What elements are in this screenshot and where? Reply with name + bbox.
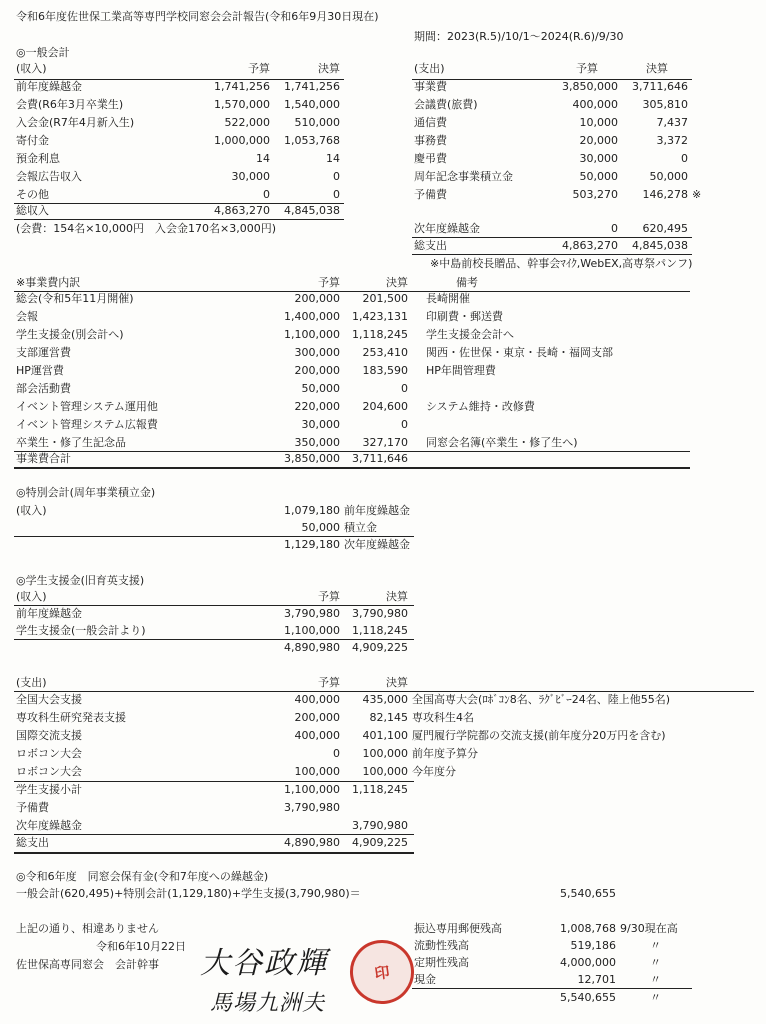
expense-total-budget: 4,863,270 bbox=[562, 239, 618, 252]
support-reserve-name: 予備費 bbox=[16, 801, 49, 814]
expense-row-name: 事務費 bbox=[414, 134, 447, 147]
general-expense-label: (支出) bbox=[414, 62, 445, 75]
expense-row-actual: 7,437 bbox=[656, 116, 688, 129]
income-row-name: 前年度繰越金 bbox=[16, 80, 82, 93]
balance-row-note: 9/30現在高 bbox=[620, 922, 678, 935]
expense-row-name: 事業費 bbox=[414, 80, 447, 93]
expense-row-budget: 50,000 bbox=[579, 170, 618, 183]
business-row-actual: 1,118,245 bbox=[352, 328, 408, 341]
support-income-row-budget: 1,100,000 bbox=[284, 624, 340, 637]
support-expense-row-budget: 400,000 bbox=[294, 729, 340, 742]
expense-row-actual: 50,000 bbox=[649, 170, 688, 183]
report-title: 令和6年度佐世保工業高等専門学校同窓会会計報告(令和6年9月30日現在) bbox=[16, 10, 379, 23]
support-expense-row-name: 専攻科生研究発表支援 bbox=[16, 711, 126, 724]
expense-row-actual: 3,711,646 bbox=[632, 80, 688, 93]
business-row-note: 学生支援金会計へ bbox=[426, 328, 514, 341]
balance-row-name: 定期性残高 bbox=[414, 956, 469, 969]
special-section-title: ◎特別会計(周年事業積立金) bbox=[16, 486, 156, 499]
balance-row-note: 〃 bbox=[650, 956, 661, 969]
support-income-row-name: 学生支援金(一般会計より) bbox=[16, 624, 146, 637]
general-expense-col-budget: 予算 bbox=[576, 62, 598, 75]
holdings-total: 5,540,655 bbox=[560, 887, 616, 900]
business-row-note: 同窓会名簿(卒業生・修了生へ) bbox=[426, 436, 578, 449]
expense-row-actual: 146,278 bbox=[642, 188, 688, 201]
expense-row-actual: 305,810 bbox=[642, 98, 688, 111]
income-row-actual: 510,000 bbox=[294, 116, 340, 129]
support-subtotal-actual: 1,118,245 bbox=[352, 783, 408, 796]
support-expense-row-note: 専攻科生4名 bbox=[412, 711, 474, 724]
support-reserve-budget: 3,790,980 bbox=[284, 801, 340, 814]
support-income-row-actual: 3,790,980 bbox=[352, 607, 408, 620]
support-expense-col-actual: 決算 bbox=[386, 676, 408, 689]
business-row-budget: 220,000 bbox=[294, 400, 340, 413]
income-row-actual: 0 bbox=[333, 188, 340, 201]
expense-row-name: 慶弔費 bbox=[414, 152, 447, 165]
support-income-total-budget: 4,890,980 bbox=[284, 641, 340, 654]
support-income-col-actual: 決算 bbox=[386, 590, 408, 603]
business-row-actual: 0 bbox=[401, 382, 408, 395]
income-row-name: 会費(R6年3月卒業生) bbox=[16, 98, 124, 111]
expense-total-name: 総支出 bbox=[414, 239, 447, 252]
support-expense-row-budget: 100,000 bbox=[294, 765, 340, 778]
support-total-actual: 4,909,225 bbox=[352, 836, 408, 849]
income-row-budget: 14 bbox=[256, 152, 270, 165]
business-row-budget: 300,000 bbox=[294, 346, 340, 359]
business-row-note: システム維持・改修費 bbox=[426, 400, 535, 413]
support-expense-row-note: 今年度分 bbox=[412, 765, 456, 778]
business-total-name: 事業費合計 bbox=[16, 452, 71, 465]
support-expense-row-budget: 400,000 bbox=[294, 693, 340, 706]
balance-row-name: 振込専用郵便残高 bbox=[414, 922, 502, 935]
expense-row-budget: 400,000 bbox=[572, 98, 618, 111]
expense-row-name: 予備費 bbox=[414, 188, 447, 201]
support-expense-row-budget: 0 bbox=[333, 747, 340, 760]
support-subtotal-name: 学生支援小計 bbox=[16, 783, 82, 796]
income-row-budget: 0 bbox=[263, 188, 270, 201]
support-expense-row-name: 国際交流支援 bbox=[16, 729, 82, 742]
income-row-name: 入会金(R7年4月新入生) bbox=[16, 116, 135, 129]
support-expense-label: (支出) bbox=[16, 676, 47, 689]
balance-row-note: 〃 bbox=[650, 973, 661, 986]
business-row-name: 部会活動費 bbox=[16, 382, 71, 395]
special-row-label: 前年度繰越金 bbox=[344, 504, 410, 517]
expense-row-name: 会議費(旅費) bbox=[414, 98, 478, 111]
business-row-budget: 1,400,000 bbox=[284, 310, 340, 323]
balance-row-amount: 1,008,768 bbox=[560, 922, 616, 935]
business-row-actual: 183,590 bbox=[362, 364, 408, 377]
business-row-name: イベント管理システム運用他 bbox=[16, 400, 158, 413]
business-row-budget: 200,000 bbox=[294, 292, 340, 305]
business-row-name: 支部運営費 bbox=[16, 346, 71, 359]
income-row-name: 預金利息 bbox=[16, 152, 60, 165]
red-seal-stamp: 印 bbox=[346, 936, 418, 1008]
income-row-budget: 30,000 bbox=[231, 170, 270, 183]
support-subtotal-budget: 1,100,000 bbox=[284, 783, 340, 796]
special-total-label: 次年度繰越金 bbox=[344, 538, 410, 551]
income-row-name: その他 bbox=[16, 188, 49, 201]
support-income-row-actual: 1,118,245 bbox=[352, 624, 408, 637]
expense-carry-budget: 0 bbox=[611, 222, 618, 235]
expense-row-budget: 30,000 bbox=[579, 152, 618, 165]
business-row-note: HP年間管理費 bbox=[426, 364, 496, 377]
expense-row-budget: 503,270 bbox=[572, 188, 618, 201]
support-income-total-actual: 4,909,225 bbox=[352, 641, 408, 654]
business-row-budget: 350,000 bbox=[294, 436, 340, 449]
general-income-col-budget: 予算 bbox=[248, 62, 270, 75]
support-section-title: ◎学生支援金(旧育英支援) bbox=[16, 574, 145, 587]
support-expense-row-actual: 82,145 bbox=[369, 711, 408, 724]
support-expense-row-note: 全国高専大会(ﾛﾎﾞｺﾝ8名、ﾗｸﾞﾋﾞｰ24名、陸上他55名) bbox=[412, 693, 671, 706]
business-total-actual: 3,711,646 bbox=[352, 452, 408, 465]
business-label: ※事業費内訳 bbox=[16, 276, 81, 289]
business-row-name: 学生支援金(別会計へ) bbox=[16, 328, 124, 341]
general-expense-col-actual: 決算 bbox=[646, 62, 668, 75]
balance-row-amount: 519,186 bbox=[570, 939, 616, 952]
expense-carry-name: 次年度繰越金 bbox=[414, 222, 480, 235]
business-row-budget: 50,000 bbox=[301, 382, 340, 395]
income-note: (会費：154名×10,000円 入会金170名×3,000円) bbox=[16, 222, 276, 235]
holdings-formula: 一般会計(620,495)+特別会計(1,129,180)+学生支援(3,790,980)＝ bbox=[16, 887, 361, 900]
balance-total-note: 〃 bbox=[650, 991, 661, 1004]
signature-treasurer: 大谷政輝 bbox=[200, 946, 328, 981]
income-row-actual: 1,540,000 bbox=[284, 98, 340, 111]
business-col-budget: 予算 bbox=[318, 276, 340, 289]
business-row-name: 卒業生・修了生記念品 bbox=[16, 436, 126, 449]
special-row-amount: 1,079,180 bbox=[284, 504, 340, 517]
balance-row-amount: 12,701 bbox=[577, 973, 616, 986]
support-expense-row-name: 全国大会支援 bbox=[16, 693, 82, 706]
general-income-col-actual: 決算 bbox=[318, 62, 340, 75]
special-row-label: 積立金 bbox=[344, 521, 377, 534]
expense-row-budget: 10,000 bbox=[579, 116, 618, 129]
balance-total-amount: 5,540,655 bbox=[560, 991, 616, 1004]
income-row-budget: 1,570,000 bbox=[214, 98, 270, 111]
closing-line: 上記の通り、相違ありません bbox=[16, 922, 159, 935]
business-row-name: イベント管理システム広報費 bbox=[16, 418, 158, 431]
business-row-actual: 0 bbox=[401, 418, 408, 431]
balance-row-name: 現金 bbox=[414, 973, 436, 986]
support-income-label: (収入) bbox=[16, 590, 47, 603]
business-row-note: 関西・佐世保・東京・長崎・福岡支部 bbox=[426, 346, 613, 359]
business-row-name: 会報 bbox=[16, 310, 38, 323]
business-row-name: 総会(令和5年11月開催) bbox=[16, 292, 134, 305]
general-section-title: ◎一般会計 bbox=[16, 46, 70, 59]
business-row-actual: 204,600 bbox=[362, 400, 408, 413]
support-expense-row-actual: 100,000 bbox=[362, 747, 408, 760]
business-row-actual: 201,500 bbox=[362, 292, 408, 305]
business-row-actual: 327,170 bbox=[362, 436, 408, 449]
expense-total-actual: 4,845,038 bbox=[632, 239, 688, 252]
business-col-note: 備考 bbox=[456, 276, 478, 289]
support-income-row-budget: 3,790,980 bbox=[284, 607, 340, 620]
income-row-name: 寄付金 bbox=[16, 134, 49, 147]
expense-row-actual: 0 bbox=[681, 152, 688, 165]
balance-row-amount: 4,000,000 bbox=[560, 956, 616, 969]
business-row-note: 長崎開催 bbox=[426, 292, 470, 305]
income-row-budget: 1,741,256 bbox=[214, 80, 270, 93]
income-row-actual: 0 bbox=[333, 170, 340, 183]
support-expense-row-actual: 401,100 bbox=[362, 729, 408, 742]
business-total-budget: 3,850,000 bbox=[284, 452, 340, 465]
income-row-actual: 14 bbox=[326, 152, 340, 165]
reserve-note-mark: ※ bbox=[692, 188, 702, 201]
support-expense-row-budget: 200,000 bbox=[294, 711, 340, 724]
balance-row-note: 〃 bbox=[650, 939, 661, 952]
business-row-budget: 200,000 bbox=[294, 364, 340, 377]
closing-org: 佐世保高専同窓会 会計幹事 bbox=[16, 958, 159, 971]
income-total-budget: 4,863,270 bbox=[214, 204, 270, 217]
expense-row-budget: 20,000 bbox=[579, 134, 618, 147]
support-expense-row-actual: 435,000 bbox=[362, 693, 408, 706]
support-income-col-budget: 予算 bbox=[318, 590, 340, 603]
support-expense-row-name: ロボコン大会 bbox=[16, 747, 82, 760]
balance-row-name: 流動性残高 bbox=[414, 939, 469, 952]
income-total-name: 総収入 bbox=[16, 204, 49, 217]
income-row-actual: 1,741,256 bbox=[284, 80, 340, 93]
closing-date: 令和6年10月22日 bbox=[96, 940, 186, 953]
expense-note: ※中島前校長贈品、幹事会ﾏｲｸ,WebEX,高専祭パンフ) bbox=[430, 257, 693, 270]
support-expense-row-note: 厦門履行学院都の交流支援(前年度分20万円を含む) bbox=[412, 729, 666, 742]
support-carry-actual: 3,790,980 bbox=[352, 819, 408, 832]
special-income-label: (収入) bbox=[16, 504, 47, 517]
business-row-note: 印刷費・郵送費 bbox=[426, 310, 503, 323]
expense-row-actual: 3,372 bbox=[656, 134, 688, 147]
business-row-name: HP運営費 bbox=[16, 364, 64, 377]
income-row-name: 会報広告収入 bbox=[16, 170, 82, 183]
business-col-actual: 決算 bbox=[386, 276, 408, 289]
support-income-row-name: 前年度繰越金 bbox=[16, 607, 82, 620]
support-total-budget: 4,890,980 bbox=[284, 836, 340, 849]
business-row-budget: 30,000 bbox=[301, 418, 340, 431]
expense-carry-actual: 620,495 bbox=[642, 222, 688, 235]
holdings-title: ◎令和6年度 同窓会保有金(令和7年度への繰越金) bbox=[16, 870, 269, 883]
business-row-actual: 1,423,131 bbox=[352, 310, 408, 323]
support-expense-col-budget: 予算 bbox=[318, 676, 340, 689]
business-row-actual: 253,410 bbox=[362, 346, 408, 359]
signature-auditor: 馬場九洲夫 bbox=[210, 991, 326, 1016]
expense-row-name: 周年記念事業積立金 bbox=[414, 170, 513, 183]
business-row-budget: 1,100,000 bbox=[284, 328, 340, 341]
expense-row-name: 通信費 bbox=[414, 116, 447, 129]
special-total-amount: 1,129,180 bbox=[284, 538, 340, 551]
general-income-label: (収入) bbox=[16, 62, 47, 75]
income-row-budget: 522,000 bbox=[224, 116, 270, 129]
special-row-amount: 50,000 bbox=[301, 521, 340, 534]
support-expense-row-name: ロボコン大会 bbox=[16, 765, 82, 778]
expense-row-budget: 3,850,000 bbox=[562, 80, 618, 93]
income-row-budget: 1,000,000 bbox=[214, 134, 270, 147]
income-total-actual: 4,845,038 bbox=[284, 204, 340, 217]
income-row-actual: 1,053,768 bbox=[284, 134, 340, 147]
support-total-name: 総支出 bbox=[16, 836, 49, 849]
support-expense-row-actual: 100,000 bbox=[362, 765, 408, 778]
support-expense-row-note: 前年度予算分 bbox=[412, 747, 478, 760]
support-carry-name: 次年度繰越金 bbox=[16, 819, 82, 832]
report-period: 期間：2023(R.5)/10/1～2024(R.6)/9/30 bbox=[414, 30, 624, 43]
